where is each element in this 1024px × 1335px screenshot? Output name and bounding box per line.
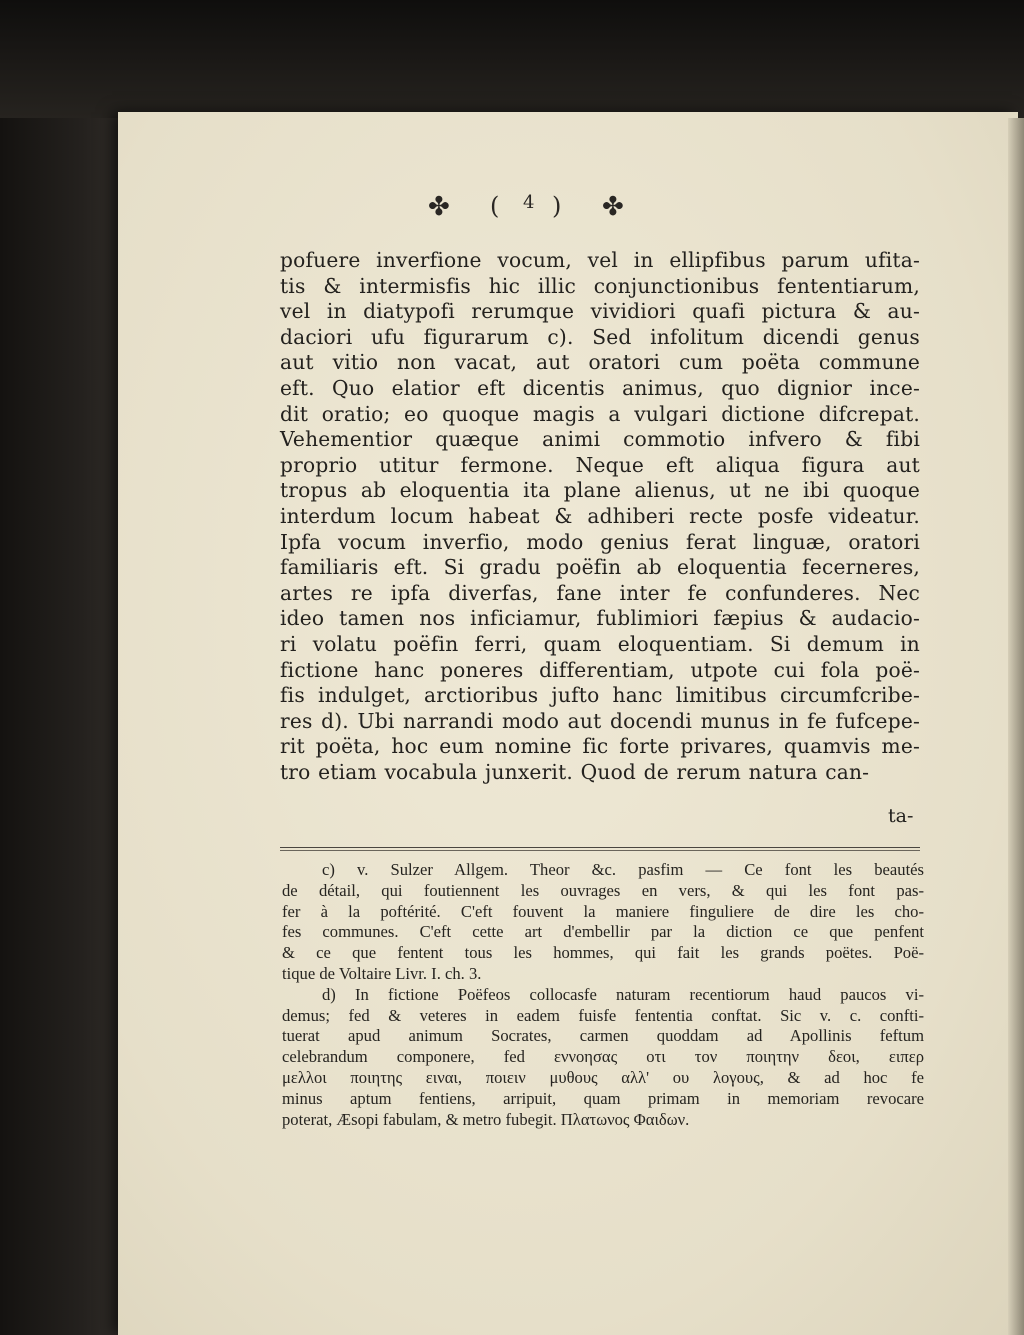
footnote-line: celebrandum componere, fed εννοησας οτι τον ποιητην δεοι, ειπερ	[282, 1047, 924, 1067]
main-text	[280, 248, 920, 785]
header-paren-left: (	[490, 192, 500, 220]
text-line: aut vitio non vacat, aut oratori cum poëta commune	[280, 350, 920, 375]
text-line: ideo tamen nos inficiamur, fublimiori fæpius & audacio-	[280, 606, 920, 631]
text-line: fictione hanc poneres differentiam, utpote cui fola poë-	[280, 657, 920, 682]
footnotes	[282, 860, 924, 1130]
text-line: tropus ab eloquentia ita plane alienus, ut ne ibi quoque	[280, 478, 920, 503]
footnote-line: minus aptum fentiens, arripuit, quam primam in memoriam revocare	[282, 1088, 924, 1108]
footnote-line: d) In fictione Poëfeos collocasfe naturam recentiorum haud paucos vi-	[322, 984, 924, 1004]
text-line: tis & intermisfis hic illic conjunctionibus fententiarum,	[280, 273, 920, 298]
text-line: familiaris eft. Si gradu poëfin ab eloquentia fecerneres,	[280, 555, 920, 580]
page-header	[428, 192, 728, 232]
text-line: vel in diatypofi rerumque vividiori quafi pictura & au-	[280, 299, 920, 324]
text-line: fis indulget, arctioribus jufto hanc limitibus circumfcribe-	[280, 683, 920, 708]
text-line: ri volatu poëfin ferri, quam eloquentiam. Si demum in	[280, 631, 920, 656]
scan-background-top	[0, 0, 1024, 118]
text-line: artes re ipfa diverfas, fane inter fe confunderes. Nec	[280, 580, 920, 605]
text-line: rit poëta, hoc eum nomine fic forte privares, quamvis me-	[280, 734, 920, 759]
footnote-line: tuerat apud animum Socrates, carmen quoddam ad Apollinis feftum	[282, 1026, 924, 1046]
footnote-line: μελλοι ποιητης ειναι, ποιειν μυθους αλλ' ου λογους, & ad hoc fe	[282, 1067, 924, 1087]
footnote-rule	[280, 847, 920, 848]
footnote-line: demus; fed & veteres in eadem fuisfe fententia conftat. Sic v. c. confti-	[282, 1005, 924, 1025]
text-line: Vehementior quæque animi commotio infvero & fibi	[280, 427, 920, 452]
header-paren-right: )	[552, 192, 562, 220]
footnote-line: & ce que fentent tous les hommes, qui fait les grands poëtes. Poë-	[282, 943, 924, 963]
footnote-line: fer à la poftérité. C'eft fouvent la maniere finguliere de dire les cho-	[282, 901, 924, 921]
text-line: interdum locum habeat & adhiberi recte posfe videatur.	[280, 503, 920, 528]
text-line: pofuere inverfione vocum, vel in ellipfibus parum ufita-	[280, 248, 920, 272]
text-line: tro etiam vocabula junxerit. Quod de rerum natura can-	[280, 759, 870, 784]
footnote-line: c) v. Sulzer Allgem. Theor &c. pasfim — Ce font les beautés	[322, 860, 924, 879]
ornament-left-icon: ✤	[428, 192, 450, 222]
text-line: proprio utitur fermone. Neque eft aliqua figura aut	[280, 452, 920, 477]
text-line: eft. Quo elatior eft dicentis animus, quo dignior ince-	[280, 375, 920, 400]
footnote-line: fes communes. C'eft cette art d'embellir par la diction ce que penfent	[282, 922, 924, 942]
footnote-line: de détail, qui foutiennent les ouvrages en vers, & qui les font pas-	[282, 880, 924, 900]
text-line: dit oratio; eo quoque magis a vulgari dictione difcrepat.	[280, 401, 920, 426]
book-page	[118, 112, 1018, 1335]
text-line: res d). Ubi narrandi modo aut docendi munus in fe fufcepe-	[280, 708, 920, 733]
catchword: ta-	[888, 805, 914, 827]
text-line: Ipfa vocum inverfio, modo genius ferat linguæ, oratori	[280, 529, 920, 554]
page-edge-shadow	[1008, 118, 1024, 1335]
footnote-line: tique de Voltaire Livr. I. ch. 3.	[282, 963, 482, 983]
ornament-right-icon: ✤	[602, 192, 624, 222]
footnote-rule-second	[280, 850, 920, 851]
footnote-line: poterat, Æsopi fabulam, & metro fubegit. Πλατωνος Φαιδων.	[282, 1109, 690, 1129]
text-line: daciori ufu figurarum c). Sed infolitum dicendi genus	[280, 324, 920, 349]
page-number: 4	[523, 192, 535, 213]
